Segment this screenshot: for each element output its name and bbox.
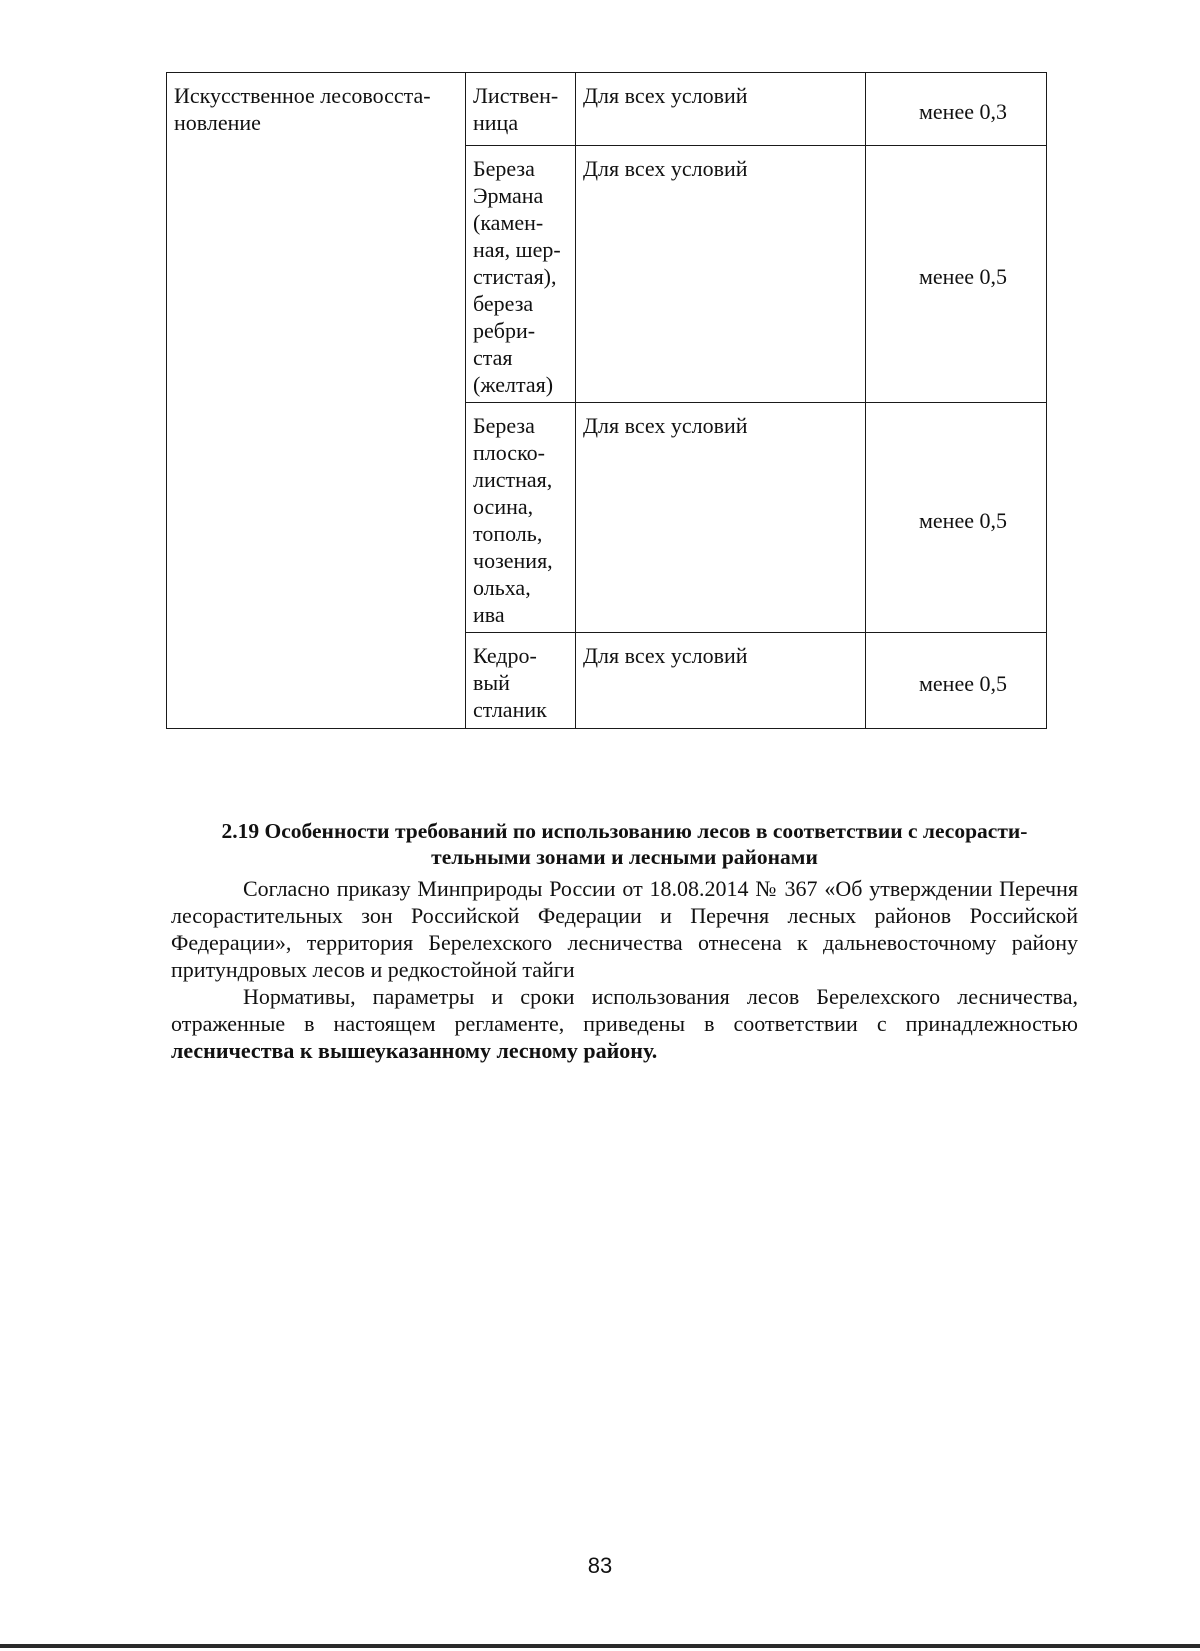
conditions-cell: Для всех условий	[576, 73, 866, 146]
page-number: 83	[587, 1553, 613, 1578]
paragraph-2	[171, 983, 1078, 1064]
value-cell: менее 0,5	[866, 403, 1047, 633]
table-row	[167, 73, 1047, 146]
paragraph-1: Согласно приказу Минприроды России от 18.08.2014 № 367 «Об утверждении Перечня лесорастительных зон Российской Федерации и Перечня лесных районов Российской Федерации», территория Берелехского лесничества отнесена к дальневосточному району притундровых лесов и редкостойной тайги	[171, 876, 1078, 982]
paragraph-2-bold-text: лесничества к вышеуказанному лесному району.	[171, 1038, 658, 1063]
conditions-cell: Для всех условий	[576, 403, 866, 633]
regulation-table	[166, 72, 1047, 729]
value-cell: менее 0,5	[866, 146, 1047, 403]
species-cell: Кедро- вый стланик	[466, 633, 576, 729]
species-cell: Береза плоско- листная, осина, тополь, чозения, ольха, ива	[466, 403, 576, 633]
value-cell: менее 0,5	[866, 633, 1047, 729]
paragraph-2-text: Нормативы, параметры и сроки использования лесов Берелехского лесничества, отраженные в настоящем регламенте, приведены в соответствии с принадлежностью	[171, 984, 1078, 1036]
conditions-cell: Для всех условий	[576, 633, 866, 729]
value-cell: менее 0,3	[866, 73, 1047, 146]
species-cell: Береза Эрмана (камен- ная, шер- стистая), береза ребри- стая (желтая)	[466, 146, 576, 403]
species-cell: Листвен- ница	[466, 73, 576, 146]
section-2-19	[171, 818, 1078, 1064]
conditions-cell: Для всех условий	[576, 146, 866, 403]
method-cell: Искусственное лесовосста- новление	[167, 73, 466, 729]
section-heading: 2.19 Особенности требований по использованию лесов в соответствии с лесорасти- тельными зонами и лесными районами	[221, 819, 1028, 869]
bottom-divider	[0, 1644, 1200, 1648]
